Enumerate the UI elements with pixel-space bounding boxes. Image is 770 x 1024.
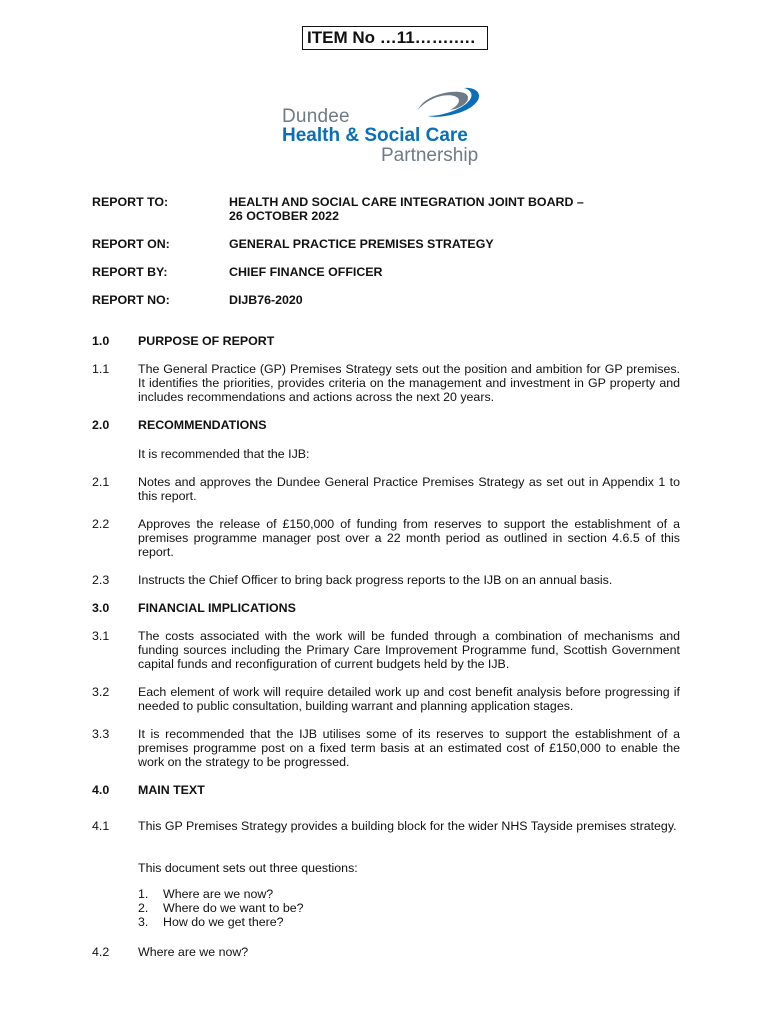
section-number: 1.0 xyxy=(92,334,110,348)
section-title: MAIN TEXT xyxy=(138,783,205,797)
list-item xyxy=(138,901,680,915)
section-number: 2.0 xyxy=(92,418,110,432)
section-number: 3.0 xyxy=(92,601,110,615)
report-to-date: 26 OCTOBER 2022 xyxy=(229,209,339,223)
section-title: PURPOSE OF REPORT xyxy=(138,334,275,348)
list-number: 2. xyxy=(138,901,149,915)
item-number-box: ITEM No …11…….…. xyxy=(302,26,488,50)
list-text: Where are we now? xyxy=(163,887,274,901)
section-title: RECOMMENDATIONS xyxy=(138,418,267,432)
list-number: 3. xyxy=(138,915,149,929)
paragraph-text: Each element of work will require detailed work up and cost benefit analysis before progressing if needed to public consultation, building warrant and planning application stages. xyxy=(138,685,680,713)
section-number: 4.0 xyxy=(92,783,110,797)
paragraph-text: It is recommended that the IJB: xyxy=(138,447,310,461)
paragraph-number: 1.1 xyxy=(92,362,110,376)
section-title: FINANCIAL IMPLICATIONS xyxy=(138,601,296,615)
report-on-label: REPORT ON: xyxy=(92,237,170,251)
report-no-label: REPORT NO: xyxy=(92,293,170,307)
paragraph-number: 3.3 xyxy=(92,727,110,741)
logo-text-partnership: Partnership xyxy=(381,145,479,166)
paragraph-number: 2.2 xyxy=(92,517,110,531)
list-text: How do we get there? xyxy=(163,915,284,929)
paragraph-number: 2.1 xyxy=(92,475,110,489)
paragraph-number: 3.2 xyxy=(92,685,110,699)
report-on-value: GENERAL PRACTICE PREMISES STRATEGY xyxy=(229,237,494,251)
paragraph-number: 2.3 xyxy=(92,573,110,587)
paragraph-text: The General Practice (GP) Premises Strategy sets out the position and ambition for GP premises. It identifies the priorities, provides criteria on the management and investment in GP property and includes recommendations and actions across the next 20 years. xyxy=(138,362,680,404)
paragraph-text: Instructs the Chief Officer to bring back progress reports to the IJB on an annual basis. xyxy=(138,573,613,587)
report-to-label: REPORT TO: xyxy=(92,195,169,209)
paragraph-text: The costs associated with the work will be funded through a combination of mechanisms and funding sources including the Primary Care Improvement Programme fund, Scottish Government capital funds and reconfiguration of current budgets held by the IJB. xyxy=(138,629,680,671)
logo-swoosh-icon xyxy=(414,86,482,120)
paragraph-number: 4.1 xyxy=(92,819,110,833)
paragraph-text: Approves the release of £150,000 of funding from reserves to support the establishment of a premises programme manager post over a 22 month period as outlined in section 4.6.5 of this report. xyxy=(138,517,680,559)
numbered-list xyxy=(138,887,680,929)
paragraph-text: Notes and approves the Dundee General Practice Premises Strategy as set out in Appendix 1 to this report. xyxy=(138,475,680,503)
logo-text-health-social-care: Health & Social Care xyxy=(282,125,468,146)
list-item xyxy=(138,915,680,929)
paragraph-text: This document sets out three questions: xyxy=(138,861,358,875)
paragraph-text: It is recommended that the IJB utilises some of its reserves to support the establishment of a premises programme post on a fixed term basis at an estimated cost of £150,000 to enable the work on the strategy to be progressed. xyxy=(138,727,680,769)
report-by-value: CHIEF FINANCE OFFICER xyxy=(229,265,383,279)
paragraph-text: This GP Premises Strategy provides a building block for the wider NHS Tayside premises strategy. xyxy=(138,819,677,833)
paragraph-text: Where are we now? xyxy=(138,945,249,959)
list-item xyxy=(138,887,680,901)
logo-text-dundee: Dundee xyxy=(282,106,350,127)
report-no-value: DIJB76-2020 xyxy=(229,293,303,307)
paragraph-number: 3.1 xyxy=(92,629,110,643)
report-to-value: HEALTH AND SOCIAL CARE INTEGRATION JOINT BOARD – xyxy=(229,195,584,209)
partnership-logo xyxy=(278,84,500,170)
list-text: Where do we want to be? xyxy=(163,901,304,915)
report-by-label: REPORT BY: xyxy=(92,265,168,279)
list-number: 1. xyxy=(138,887,149,901)
paragraph-number: 4.2 xyxy=(92,945,110,959)
